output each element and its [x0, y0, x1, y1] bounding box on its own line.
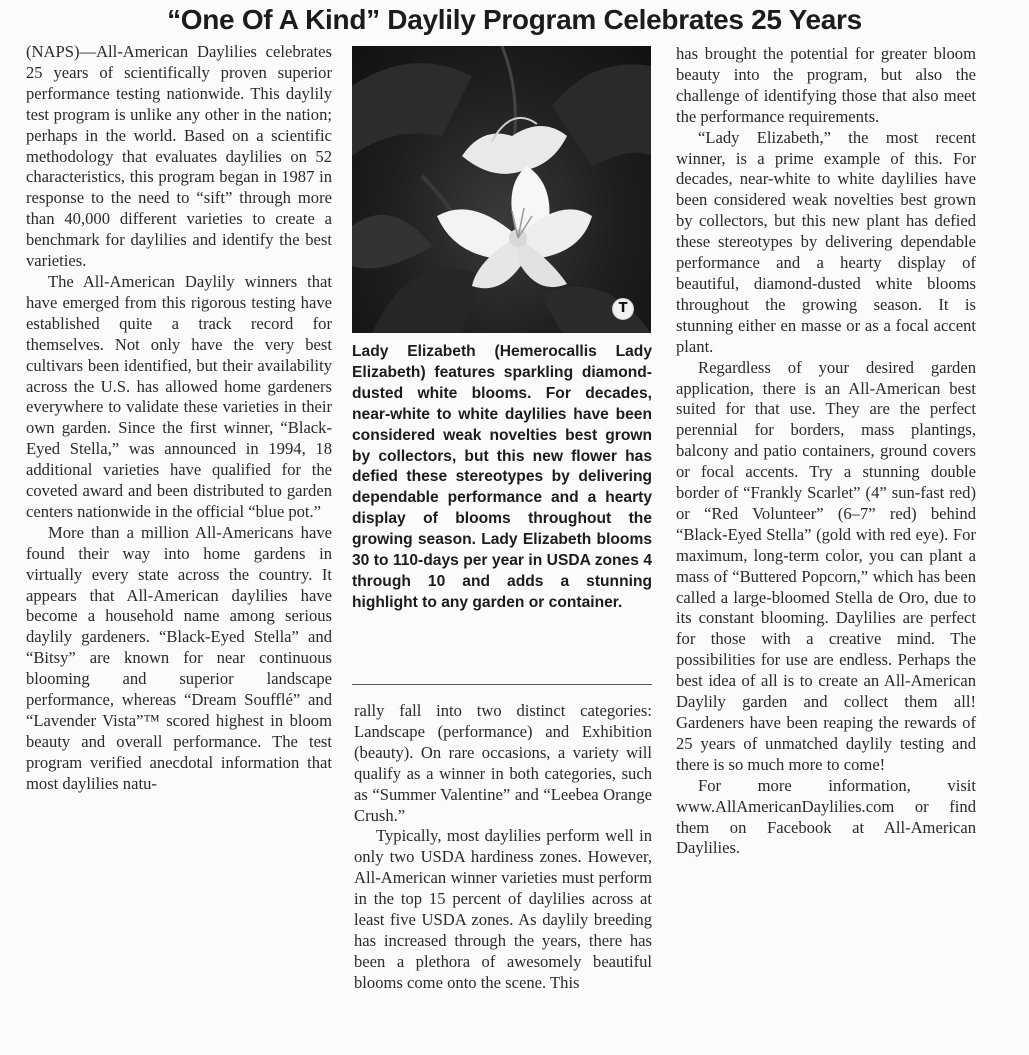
- article-headline: “One Of A Kind” Daylily Program Celebrates 25 Years: [167, 4, 862, 35]
- photo-credit-logo: T: [612, 298, 634, 320]
- article-column-3: [676, 44, 976, 859]
- caption-divider: [352, 684, 652, 685]
- paragraph: “Lady Elizabeth,” the most recent winner, is a prime example of this. For decades, near-white to white daylilies have been considered weak novelties best grown by collectors, but this new plant has defied these stereotypes by delivering dependable performance and a hearty display of beautiful, diamond-dusted white blooms throughout the growing season. It is stunning either en masse or as a focal accent plant.: [676, 127, 976, 356]
- paragraph: (NAPS)—All-American Daylilies celebrates 25 years of scientifically proven superior performance testing nationwide. This daylily test program is unlike any other in the nation; perhaps in the world. Based on a scientific methodology that evaluates daylilies on 52 characteristics, this program began in 1987 in response to the need to “sift” through more than 40,000 different varieties to create a benchmark for daylilies and identify the best varieties.: [26, 42, 332, 271]
- paragraph: The All-American Daylily winners that have emerged from this rigorous testing have established quite a track record for themselves. Not only have the very best cultivars been identified, but their availability across the U.S. has allowed home gardeners everywhere to validate these varieties in their own garden. Since the first winner, “Black-Eyed Stella,” was announced in 1994, 18 additional varieties have qualified for the coveted award and been distributed to garden centers nationwide in the official “blue pot.”: [26, 271, 332, 521]
- white-daylily-illustration: [352, 46, 651, 333]
- article-column-1: [26, 42, 332, 795]
- photo-caption: Lady Elizabeth (Hemerocallis Lady Elizabeth) features sparkling diamond-dusted white blooms. For decades, near-white to white daylilies have been considered weak novelties best grown by collectors, but this new flower has defied these stereotypes by delivering dependable performance and a hearty display of blooms throughout the growing season. Lady Elizabeth blooms 30 to 110-days per year in USDA zones 4 through 10 and adds a stunning highlight to any garden or container.: [352, 343, 652, 611]
- paragraph: Typically, most daylilies perform well in only two USDA hardiness zones. However, All-American winner varieties must perform in the top 15 percent of daylilies across at least five USDA zones. As daylily breeding has increased through the years, there has been a plethora of awesomely beautiful blooms come onto the scene. This: [354, 826, 652, 992]
- daylily-photo: [352, 46, 651, 333]
- paragraph: For more information, visit www.AllAmericanDaylilies.com or find them on Facebook at All-American Daylilies.: [676, 775, 976, 858]
- paragraph: More than a million All-Americans have found their way into home gardens in virtually every state across the country. It appears that All-American daylilies have become a household name among serious daylily gardeners. “Black-Eyed Stella” and “Bitsy” are known for near continuous blooming and superior landscape performance, whereas “Dream Soufflé” and “Lavender Vista”™ scored highest in bloom beauty and overall performance. The test program verified anecdotal information that most daylilies natu-: [26, 522, 332, 793]
- paragraph: rally fall into two distinct categories: Landscape (performance) and Exhibition (beauty). On rare occasions, a variety will qualify as a winner in both categories, such as “Summer Valentine” and “Leebea Orange Crush.”: [354, 701, 652, 825]
- paragraph: Regardless of your desired garden application, there is an All-American best suited for that use. They are the perfect perennial for borders, mass plantings, balcony and patio containers, ground covers or focal accents. Try a stunning double border of “Frankly Scarlet” (4” sun-fast red) or “Red Volunteer” (6–7” red) behind “Black-Eyed Stella” (gold with red eye). For maximum, long-term color, you can plant a mass of “Buttered Popcorn,” which has been called a large-bloomed Stella de Oro, due to its constant blooming. Daylilies are perfect for those with a creative mind. The possibilities for use are endless. Perhaps the best idea of all is to create an All-American Daylily garden and collect them all! Gardeners have been reaping the rewards of 25 years of unmatched daylily testing and there is so much more to come!: [676, 357, 976, 774]
- paragraph: has brought the potential for greater bloom beauty into the program, but also the challenge of identifying those that also meet the performance requirements.: [676, 44, 976, 126]
- article-column-2: [354, 701, 652, 994]
